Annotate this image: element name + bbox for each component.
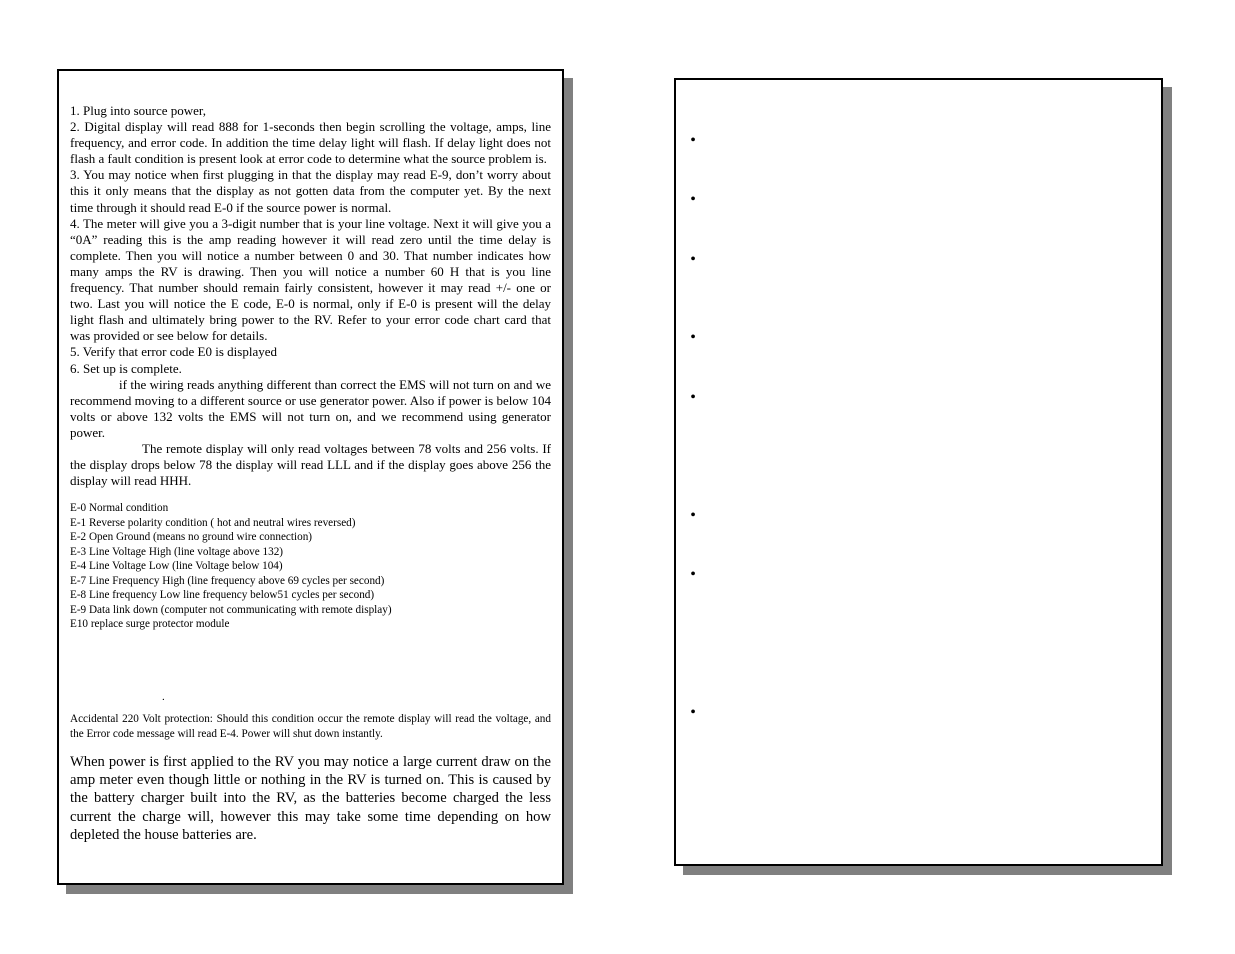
display-range-note: The remote display will only read voltages between 78 volts and 256 volts. If the display drops below 78 the display will read LLL and if the display goes above 256 the display will read HHH. bbox=[70, 440, 551, 489]
step-1: 1. Plug into source power, bbox=[70, 103, 206, 118]
bullet-icon: • bbox=[690, 191, 696, 208]
bullet-icon: • bbox=[690, 389, 696, 406]
protection-note: Accidental 220 Volt protection: Should this condition occur the remote display will read the voltage, and the Error code message will read E-4. Power will shut down instantly. bbox=[70, 712, 551, 740]
bullet-icon: • bbox=[690, 566, 696, 583]
error-code-item: E-0 Normal condition bbox=[70, 502, 169, 515]
left-page bbox=[57, 69, 564, 885]
battery-note: When power is first applied to the RV you may notice a large current draw on the amp meter even though little or nothing in the RV is turned on. This is caused by the battery charger built into the RV, as the batteries become charged the less current the charge will, however this may take some time depending on how depleted the house batteries are. bbox=[70, 753, 551, 843]
wiring-note: if the wiring reads anything different than correct the EMS will not turn on and we recommend moving to a different source or use generator power. Also if power is below 104 volts or above 132 volts the EMS will not turn on, and we recommend using generator power. bbox=[70, 376, 551, 440]
error-code-item: E-3 Line Voltage High (line voltage above 132) bbox=[70, 545, 284, 558]
error-code-item: E-7 Line Frequency High (line frequency above 69 cycles per second) bbox=[70, 574, 385, 587]
step-4: 4. The meter will give you a 3-digit number that is your line voltage. Next it will give you a “0A” reading this is the amp reading however it will read zero until the time delay is complete. Then you will notice a number between 0 and 30. That number indicates how many amps the RV is drawing. Then you will notice a number 60 H that is you line frequency. That number should remain fairly consistent, however it may read +/- one or two. Last you will notice the E code, E-0 is normal, only if E-0 is present will the delay light flash and ultimately bring power to the RV. Refer to your error code chart card that was provided or see below for details. bbox=[70, 215, 551, 344]
left-page-content bbox=[70, 103, 551, 859]
step-5: 5. Verify that error code E0 is displayed bbox=[70, 344, 277, 360]
bullet-icon: • bbox=[690, 704, 696, 721]
step-6: 6. Set up is complete. bbox=[70, 360, 182, 376]
error-code-item: E-9 Data link down (computer not communicating with remote display) bbox=[70, 603, 392, 616]
error-code-list bbox=[70, 501, 551, 632]
bullet-icon: • bbox=[690, 132, 696, 149]
error-code-item: E10 replace surge protector module bbox=[70, 618, 230, 631]
bullet-icon: • bbox=[690, 251, 696, 268]
stray-dot: . bbox=[162, 690, 165, 703]
bullet-icon: • bbox=[690, 329, 696, 346]
step-2: 2. Digital display will read 888 for 1-seconds then begin scrolling the voltage, amps, line frequency, and error code. In addition the time delay light will flash. If delay light does not flash a fault condition is present look at error code to determine what the source problem is. bbox=[70, 119, 551, 167]
step-3: 3. You may notice when first plugging in that the display may read E-9, don’t worry about this it only means that the display as not gotten data from the computer yet. By the next time through it should read E-0 if the source power is normal. bbox=[70, 167, 551, 215]
error-code-item: E-1 Reverse polarity condition ( hot and neutral wires reversed) bbox=[70, 516, 356, 529]
right-page bbox=[674, 78, 1163, 866]
bullet-icon: • bbox=[690, 507, 696, 524]
error-code-item: E-4 Line Voltage Low (line Voltage below 104) bbox=[70, 560, 283, 573]
error-code-item: E-8 Line frequency Low line frequency below51 cycles per second) bbox=[70, 589, 375, 602]
error-code-item: E-2 Open Ground (means no ground wire connection) bbox=[70, 531, 313, 544]
